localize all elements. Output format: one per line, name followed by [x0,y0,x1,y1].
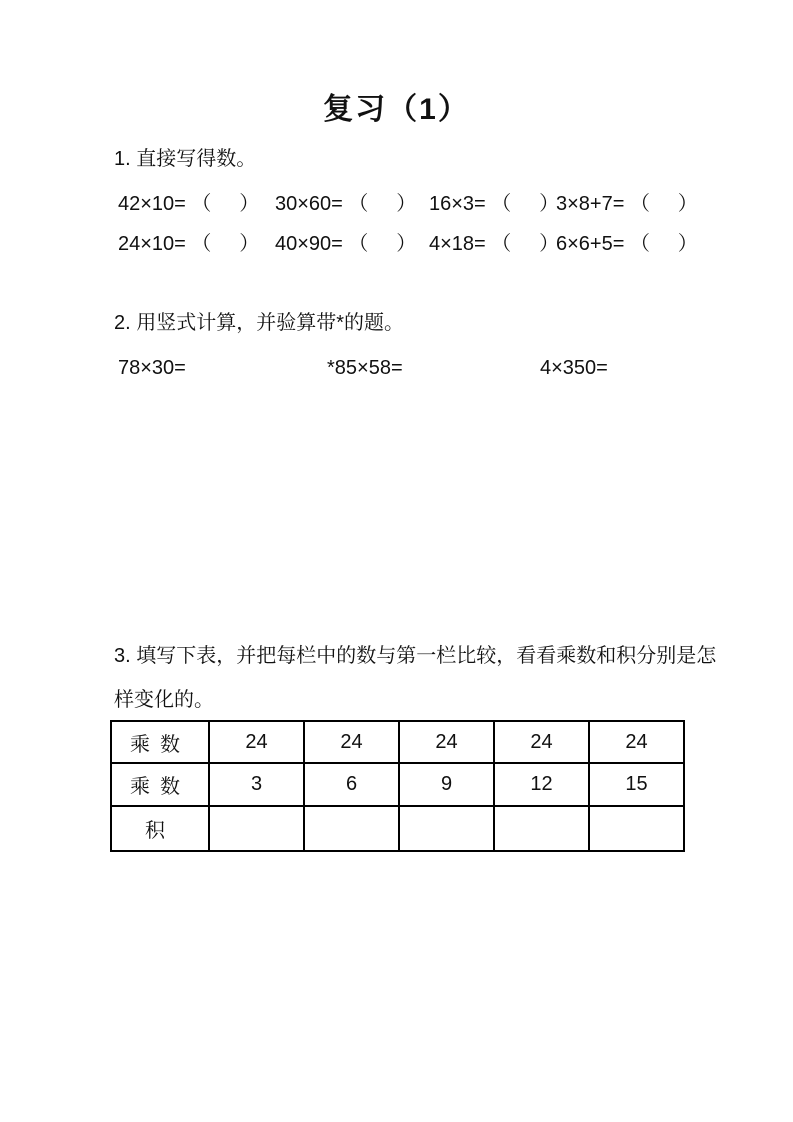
section3-heading-line2: 样变化的。 [114,689,214,711]
table-row [111,806,684,851]
answer-cell [494,806,589,851]
equation-item: 16×3= （ ） [429,193,560,215]
answer-cell [209,806,304,851]
equation-item: 42×10= （ ） [118,193,260,215]
page-title: 复习（1） [323,93,470,126]
equation-item: 4×18= （ ） [429,233,560,255]
problem-item: *85×58= [327,357,403,379]
table-row [111,721,684,763]
equation-item: 24×10= （ ） [118,233,260,255]
multiplication-table [110,720,685,852]
value-cell: 6 [304,763,399,806]
answer-cell [304,806,399,851]
value-cell: 12 [494,763,589,806]
answer-cell [589,806,684,851]
value-cell: 15 [589,763,684,806]
value-cell: 24 [589,721,684,763]
row-label-cell: 乘数 [111,721,209,763]
row-label-cell: 积 [111,806,209,851]
row-label-cell: 乘数 [111,763,209,806]
equation-item: 40×90= （ ） [275,233,417,255]
value-cell: 24 [399,721,494,763]
equation-item: 6×6+5= （ ） [556,233,698,255]
section1-heading: 1. 直接写得数。 [114,148,257,170]
value-cell: 3 [209,763,304,806]
value-cell: 9 [399,763,494,806]
section2-heading: 2. 用竖式计算，并验算带*的题。 [114,312,405,334]
value-cell: 24 [494,721,589,763]
table-row [111,763,684,806]
equation-item: 30×60= （ ） [275,193,417,215]
value-cell: 24 [209,721,304,763]
answer-cell [399,806,494,851]
problem-item: 78×30= [118,357,186,379]
value-cell: 24 [304,721,399,763]
equation-item: 3×8+7= （ ） [556,193,698,215]
problem-item: 4×350= [540,357,608,379]
section3-heading-line1: 3. 填写下表，并把每栏中的数与第一栏比较，看看乘数和积分别是怎 [114,645,717,667]
